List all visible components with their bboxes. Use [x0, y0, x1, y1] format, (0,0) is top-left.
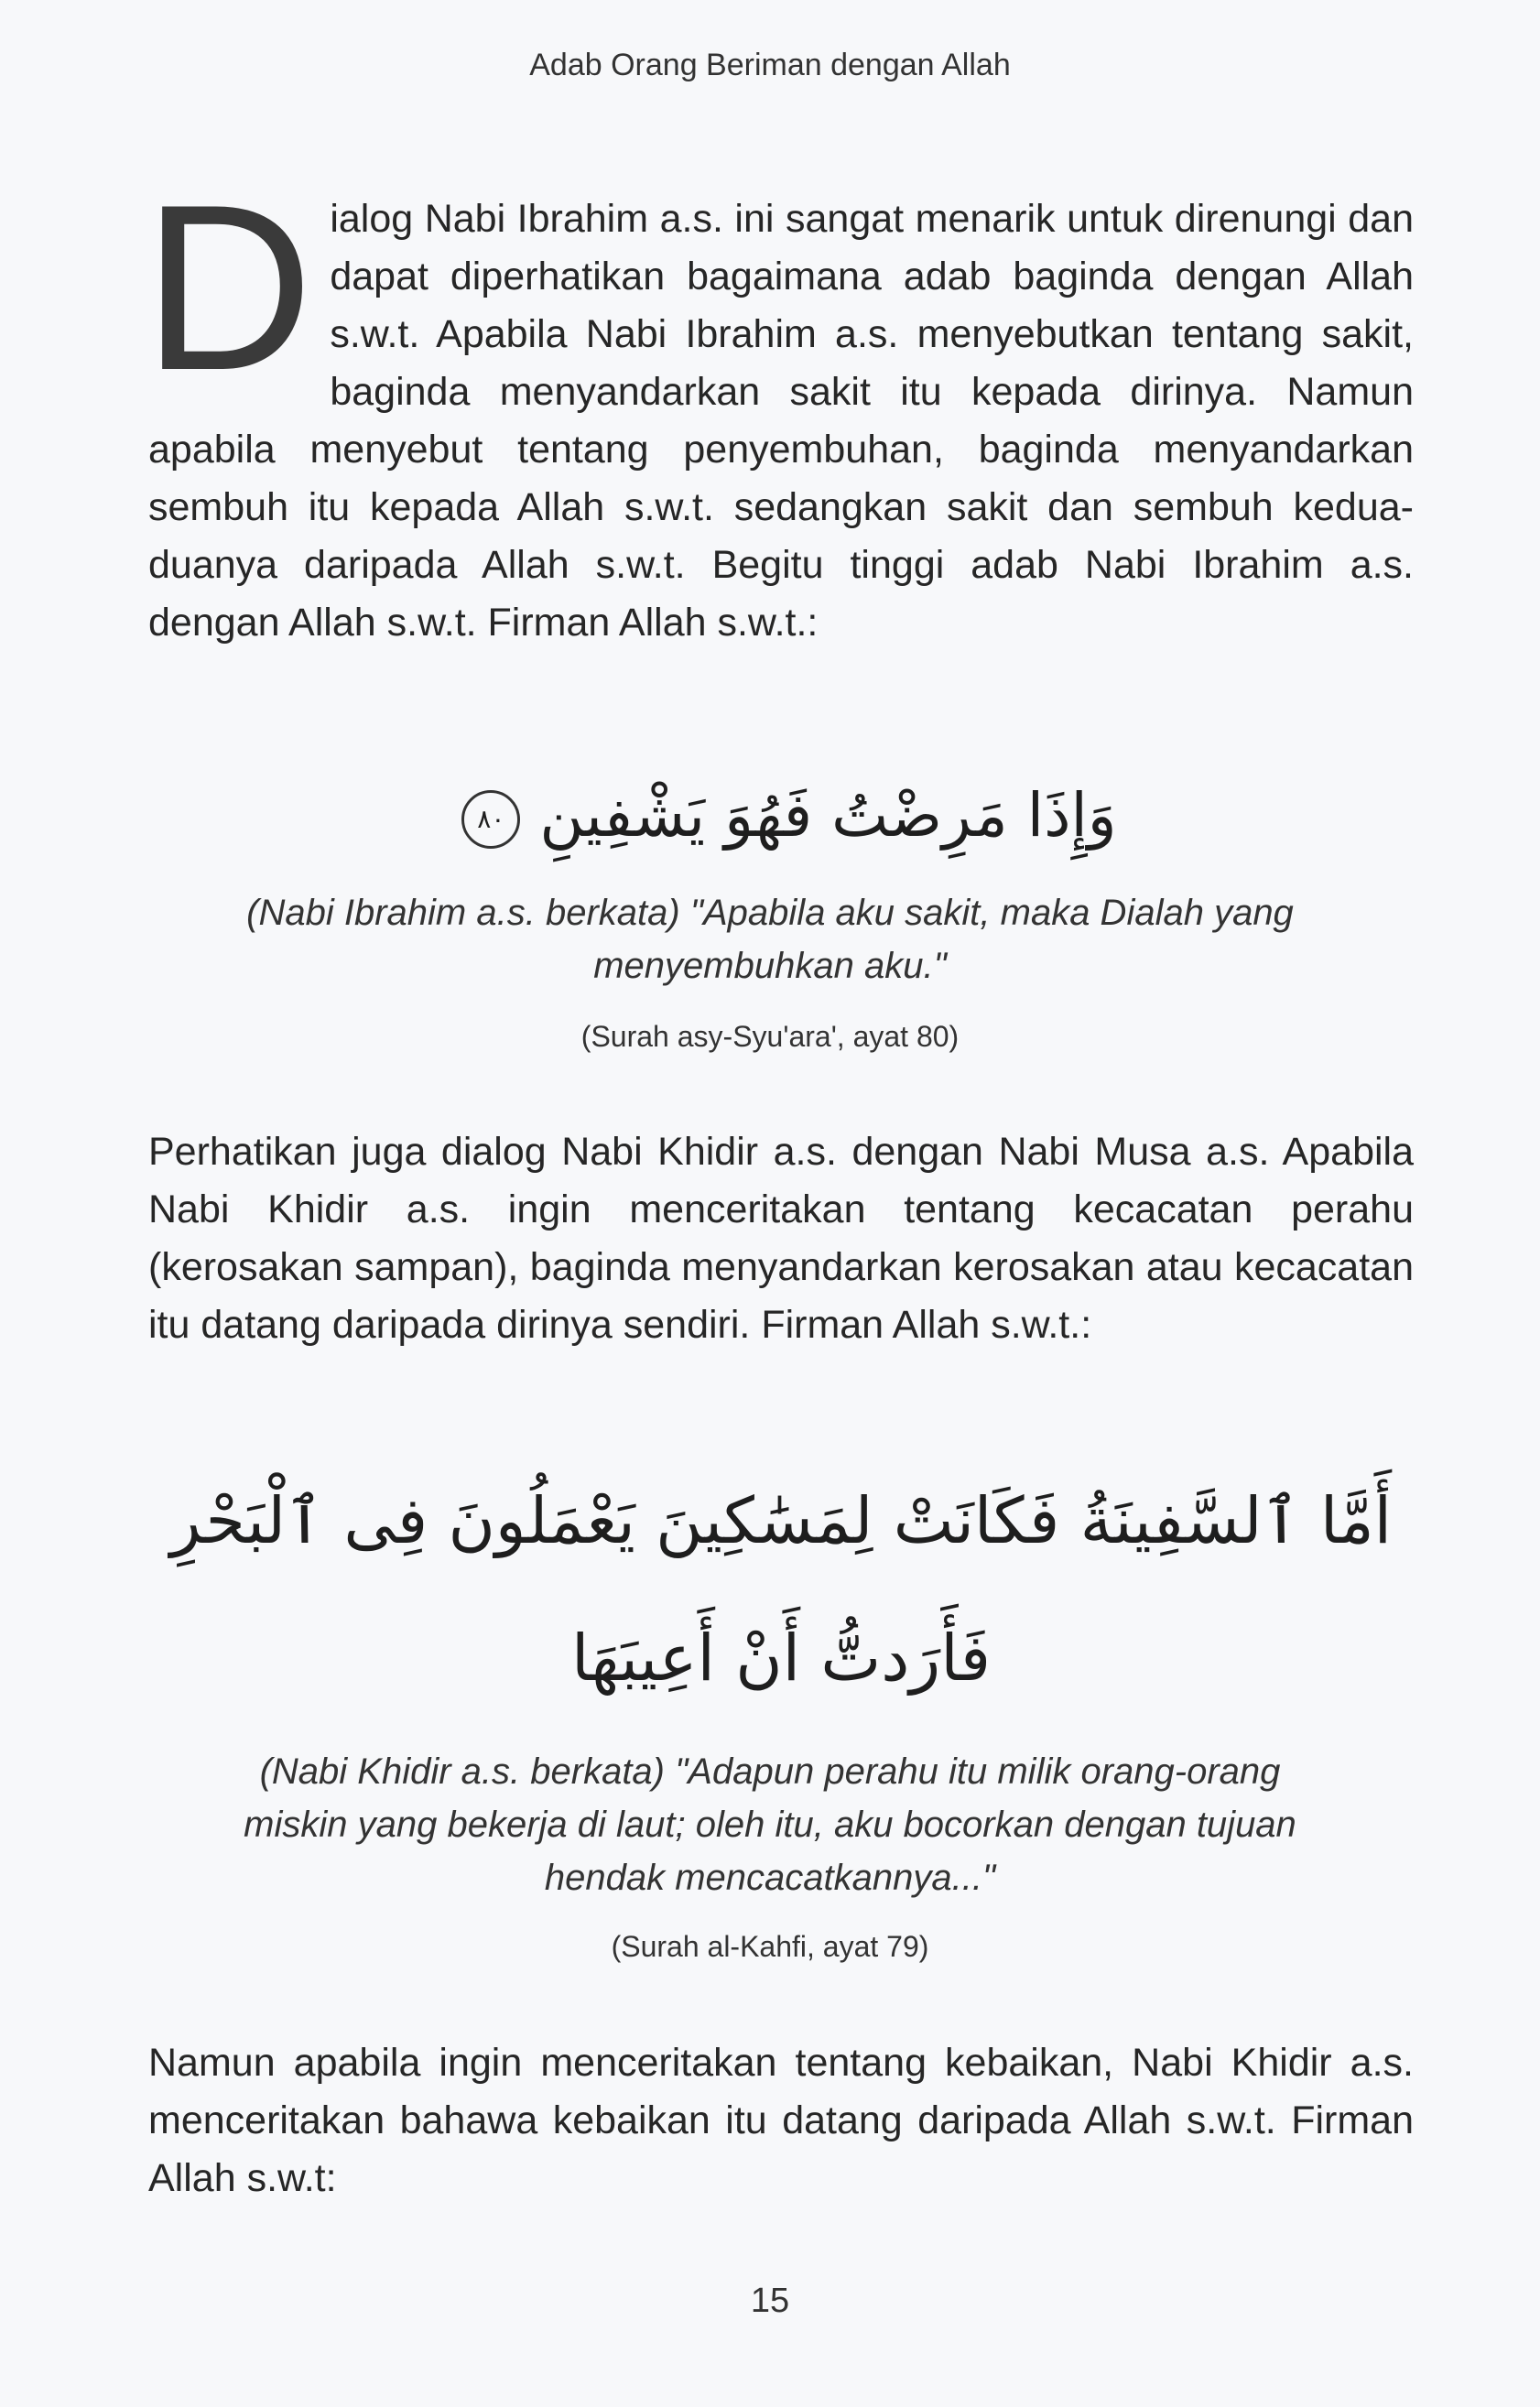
drop-cap: D	[143, 155, 314, 419]
paragraph-1	[143, 155, 1414, 652]
verse-2-translation: (Nabi Khidir a.s. berkata) "Adapun perahu itu milik orang-orang miskin yang bekerja di laut; oleh itu, aku bocorkan dengan tujuan hendak mencacatkannya..."	[244, 1751, 1296, 1898]
verse-2-citation: (Surah al-Kahfi, ayat 79)	[611, 1930, 929, 1963]
quran-verse-1-text: وَإِذَا مَرِضْتُ فَهُوَ يَشْفِينِ	[539, 780, 1117, 851]
paragraph-1-text: ialog Nabi Ibrahim a.s. ini sangat menarik untuk direnungi dan dapat diperhatikan bagaimana adab baginda dengan Allah s.w.t. Apabila Nabi Ibrahim a.s. menyebutkan tentang sakit, baginda menyandarkan sakit itu kepada dirinya. Namun apabila menyebut tentang penyembuhan, baginda menyandarkan sembuh itu kepada Allah s.w.t. sedangkan sakit dan sembuh kedua-duanya daripada Allah s.w.t. Begitu tinggi adab Nabi Ibrahim a.s. dengan Allah s.w.t. Firman Allah s.w.t.:	[148, 197, 1414, 645]
verse-1-translation: (Nabi Ibrahim a.s. berkata) "Apabila aku sakit, maka Dialah yang menyembuhkan aku."	[246, 893, 1294, 986]
verse-1-citation: (Surah asy-Syu'ara', ayat 80)	[580, 1020, 960, 1053]
ayah-number-marker: ٨٠	[461, 790, 520, 849]
quran-verse-1	[148, 780, 1414, 851]
paragraph-2: Perhatikan juga dialog Nabi Khidir a.s. dengan Nabi Musa a.s. Apabila Nabi Khidir a.s. ingin menceritakan tentang kecacatan perahu (kerosakan sampan), baginda menyandarkan kerosakan atau kecacatan itu datang daripada dirinya sendiri. Firman Allah s.w.t.:	[148, 1130, 1414, 1347]
running-header: Adab Orang Beriman dengan Allah	[529, 48, 1011, 82]
page-number: 15	[750, 2282, 790, 2320]
paragraph-3: Namun apabila ingin menceritakan tentang kebaikan, Nabi Khidir a.s. menceritakan bahawa kebaikan itu datang daripada Allah s.w.t. Firman Allah s.w.t:	[148, 2041, 1414, 2200]
quran-verse-2-line-2: فَأَرَدتُّ أَنْ أَعِيبَهَا	[570, 1621, 992, 1696]
quran-verse-2-line-1: أَمَّا ٱلسَّفِينَةُ فَكَانَتْ لِمَسَٰكِينَ يَعْمَلُونَ فِى ٱلْبَحْرِ	[169, 1483, 1393, 1558]
